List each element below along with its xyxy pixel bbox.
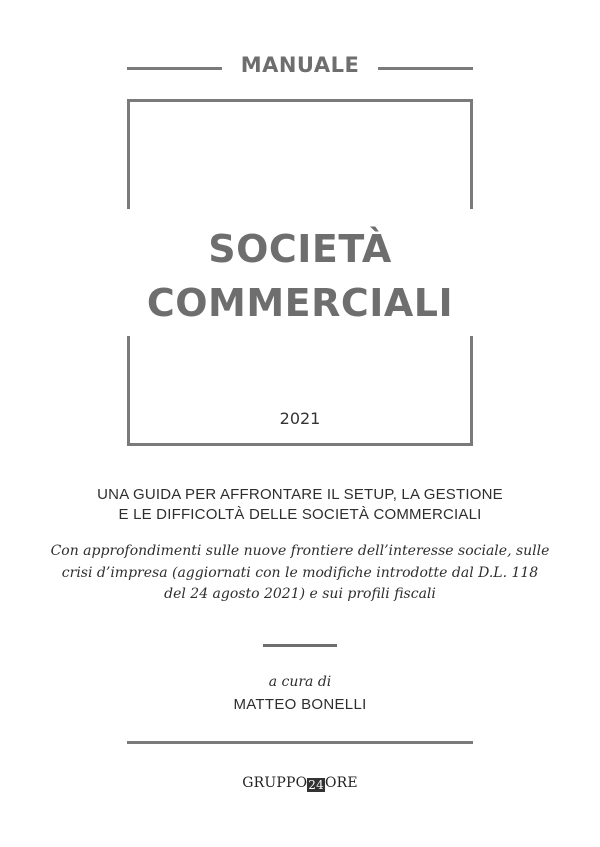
footer-rule: [127, 741, 473, 744]
subtitle-line-1: UNA GUIDA PER AFFRONTARE IL SETUP, LA GESTIONE: [97, 486, 503, 503]
frame-left-lower: [127, 336, 130, 446]
section-divider: [263, 644, 337, 647]
header-right-rule: [378, 67, 473, 70]
header-left-rule: [127, 67, 222, 70]
edition-year: 2021: [279, 409, 321, 428]
editor-name: MATTEO BONELLI: [233, 696, 367, 713]
credits-intro: a cura di: [268, 674, 332, 690]
publisher-name-part-1: GRUPPO: [242, 775, 308, 791]
frame-right-lower: [470, 336, 473, 446]
book-title-line-1: SOCIETÀ: [208, 227, 392, 271]
frame-right-upper: [470, 99, 473, 209]
frame-top: [127, 99, 473, 102]
series-label: MANUALE: [240, 53, 360, 77]
book-title-line-2: COMMERCIALI: [146, 281, 454, 325]
publisher-number-badge: 24: [308, 778, 324, 792]
description-line-3: del 24 agosto 2021) e sui profili fiscali: [164, 586, 436, 602]
publisher-logo: [200, 775, 400, 791]
frame-bottom: [127, 443, 473, 446]
subtitle-line-2: E LE DIFFICOLTÀ DELLE SOCIETÀ COMMERCIALI: [118, 506, 482, 523]
frame-left-upper: [127, 99, 130, 209]
description-line-1: Con approfondimenti sulle nuove frontiere dell’interesse sociale, sulle: [50, 543, 550, 559]
publisher-name-part-2: ORE: [324, 775, 358, 791]
description-line-2: crisi d’impresa (aggiornati con le modifiche introdotte dal D.L. 118: [61, 565, 539, 581]
